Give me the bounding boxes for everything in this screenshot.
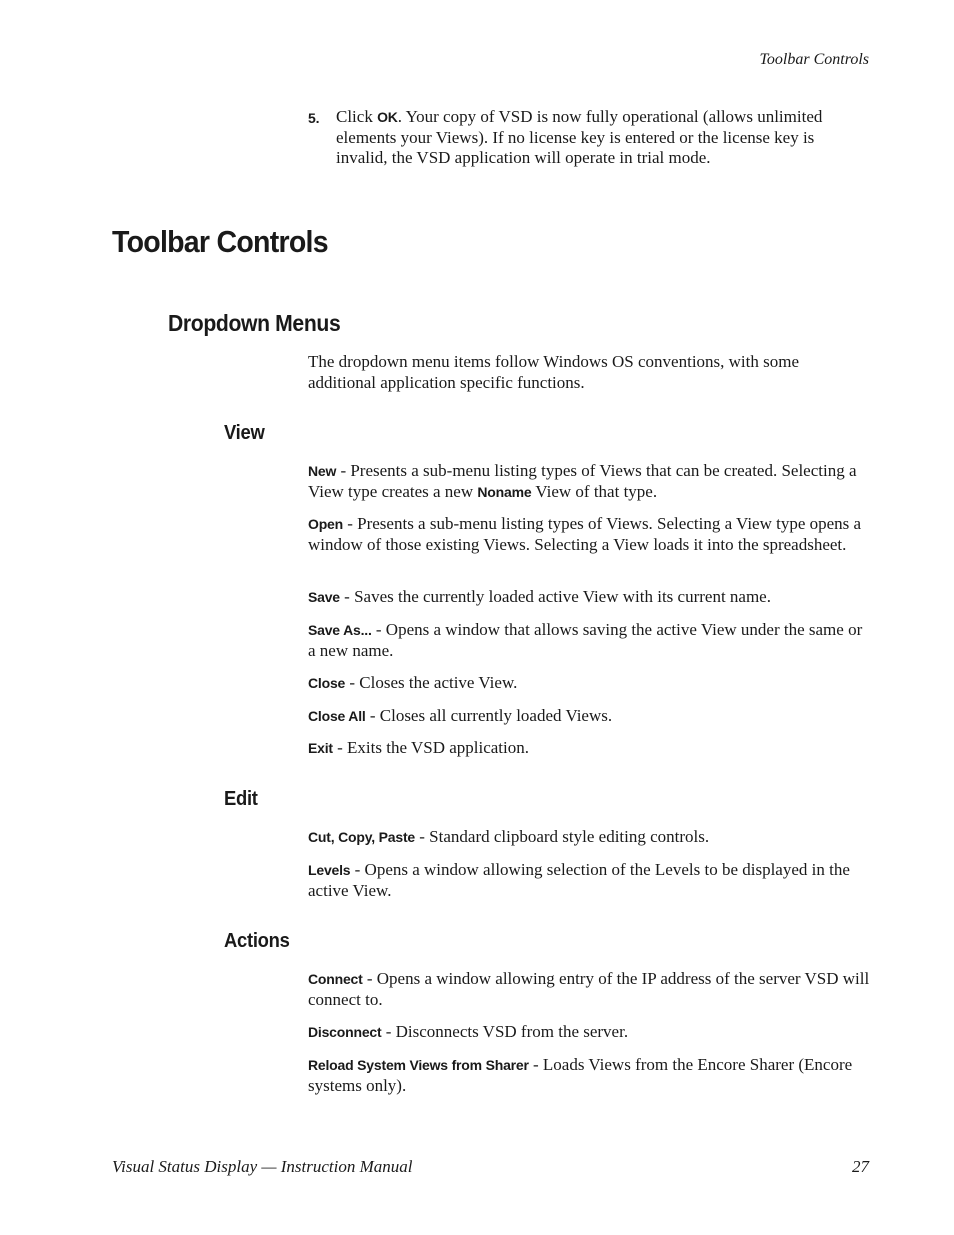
view-heading: View	[224, 422, 265, 444]
view-item-open	[308, 514, 870, 555]
footer-manual-title: Visual Status Display — Instruction Manual	[112, 1157, 413, 1176]
description: - Saves the currently loaded active View with its current name.	[339, 587, 771, 606]
description: - Presents a sub-menu listing types of Views. Selecting a View type opens a window of those existing Views. Selecting a View loads it into the spreadsheet.	[308, 514, 862, 554]
description: - Closes all currently loaded Views.	[365, 706, 613, 725]
description: - Opens a window allowing entry of the IP address of the server VSD will connect to.	[308, 969, 870, 1009]
description: - Closes the active View.	[345, 673, 518, 692]
term: Connect	[308, 971, 363, 987]
actions-item-reload	[308, 1055, 870, 1096]
view-item-close	[308, 673, 870, 694]
term: Noname	[477, 483, 532, 500]
page-number: 27	[852, 1157, 869, 1176]
term: Save As...	[308, 622, 372, 638]
term: Disconnect	[308, 1024, 382, 1040]
dropdown-intro: The dropdown menu items follow Windows OS conventions, with some additional application specific functions.	[308, 352, 800, 392]
term: Save	[308, 589, 340, 605]
view-item-close-all	[308, 706, 870, 727]
term: New	[308, 463, 337, 479]
view-item-new	[308, 461, 870, 502]
step-5	[308, 107, 868, 169]
view-item-save-as	[308, 620, 870, 661]
running-header: Toolbar Controls	[759, 51, 869, 68]
ok-label: OK	[377, 109, 398, 125]
term: Open	[308, 516, 343, 532]
term: Cut, Copy, Paste	[308, 829, 416, 845]
dropdown-menus-heading: Dropdown Menus	[168, 310, 341, 336]
page-title: Toolbar Controls	[112, 224, 328, 259]
actions-item-connect	[308, 969, 870, 1010]
description: - Opens a window allowing selection of the Levels to be displayed in the active View.	[308, 860, 850, 900]
term: Exit	[308, 740, 333, 756]
actions-heading: Actions	[224, 930, 290, 952]
description: - Standard clipboard style editing controls.	[415, 827, 710, 846]
edit-item-levels	[308, 860, 870, 901]
step-click-text: Click	[336, 107, 373, 126]
step-text: . Your copy of VSD is now fully operational (allows unlimited elements your Views). If no license key is entered or the license key is invalid, the VSD application will operate in trial mode.	[336, 107, 823, 167]
description: View of that type.	[531, 481, 658, 501]
term: Levels	[308, 862, 351, 878]
description: - Exits the VSD application.	[332, 738, 529, 757]
description: - Opens a window that allows saving the active View under the same or a new name.	[308, 620, 863, 660]
view-item-exit	[308, 738, 870, 759]
term: Close	[308, 675, 346, 691]
description: - Loads Views from the Encore Sharer (Encore systems only).	[308, 1055, 853, 1095]
description: - Presents a sub-menu listing types of Views that can be created. Selecting a View type creates a new	[308, 461, 857, 501]
term: Close All	[308, 708, 366, 724]
view-item-save	[308, 587, 870, 608]
description: - Disconnects VSD from the server.	[381, 1022, 629, 1041]
term: Reload System Views from Sharer	[308, 1057, 529, 1073]
actions-item-disconnect	[308, 1022, 870, 1043]
edit-item-cut-copy-paste	[308, 827, 870, 848]
edit-heading: Edit	[224, 788, 258, 810]
step-number: 5.	[308, 110, 320, 126]
